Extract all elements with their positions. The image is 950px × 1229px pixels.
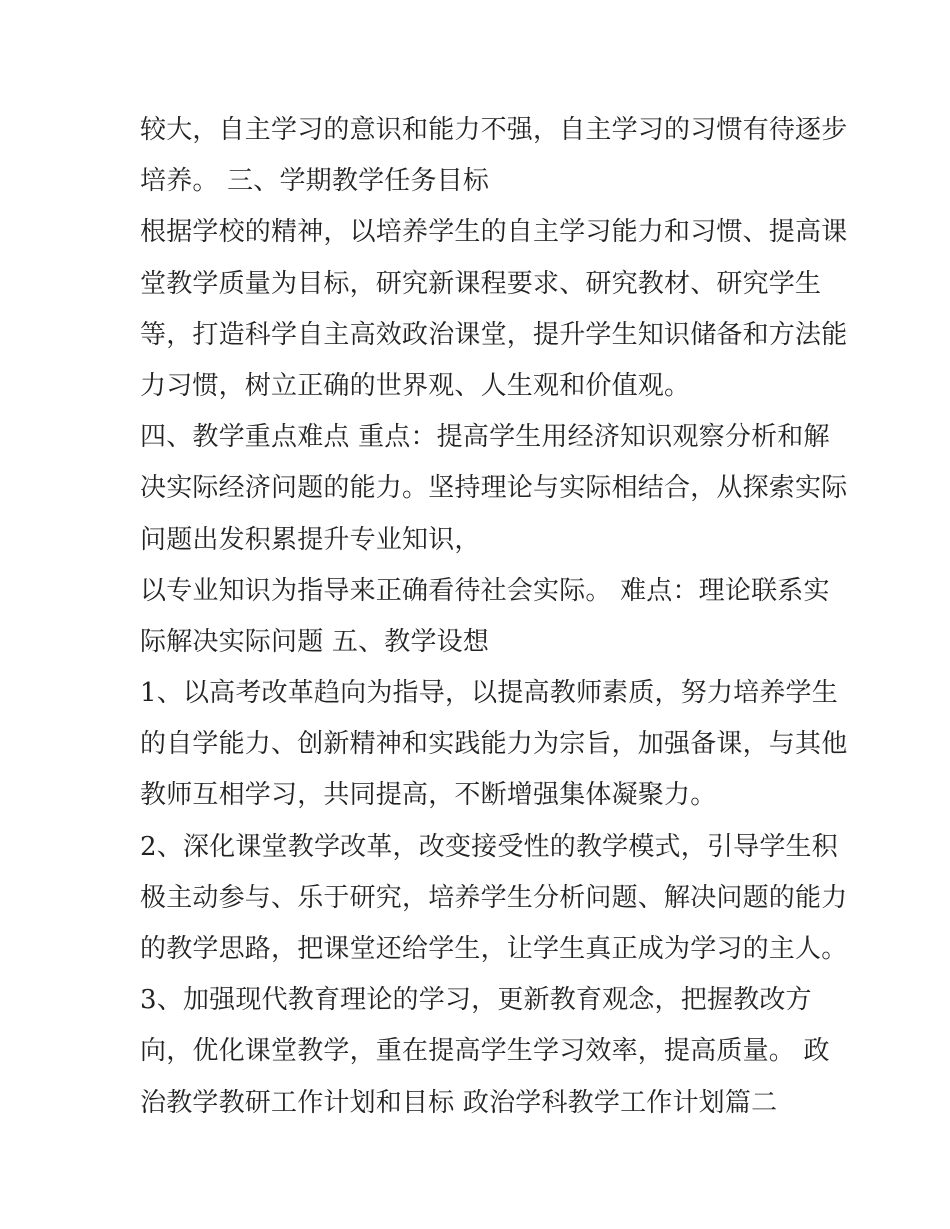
text-line: 际解决实际问题 五、教学设想 (140, 626, 490, 657)
text-line: 极主动参与、乐于研究，培养学生分析问题、解决问题的能力 (140, 882, 848, 913)
document-body-text (140, 105, 848, 1129)
text-line: 向，优化课堂教学，重在提高学生学习效率，提高质量。 政 (140, 1036, 830, 1067)
text-line: 根据学校的精神，以培养学生的自主学习能力和习惯、提高课 (140, 217, 848, 248)
text-line: 1、以高考改革趋向为指导，以提高教师素质，努力培养学生 (140, 678, 838, 709)
text-line: 培养。 三、学期教学任务目标 (140, 166, 490, 197)
text-line: 等，打造科学自主高效政治课堂，提升学生知识储备和方法能 (140, 319, 848, 350)
text-line: 治教学教研工作计划和目标 政治学科教学工作计划篇二 (140, 1087, 778, 1118)
text-line: 力习惯，树立正确的世界观、人生观和价值观。 (140, 370, 691, 401)
text-line: 3、加强现代教育理论的学习，更新教育观念，把握教改方 (140, 985, 812, 1016)
text-line: 以专业知识为指导来正确看待社会实际。 难点：理论联系实 (140, 575, 830, 606)
text-line: 的自学能力、创新精神和实践能力为宗旨，加强备课，与其他 (140, 729, 848, 760)
text-line: 四、教学重点难点 重点：提高学生用经济知识观察分析和解 (140, 422, 830, 453)
text-line: 问题出发积累提升专业知识， (140, 524, 481, 555)
text-line: 决实际经济问题的能力。坚持理论与实际相结合，从探索实际 (140, 473, 848, 504)
text-line: 堂教学质量为目标，研究新课程要求、研究教材、研究学生 (140, 268, 822, 299)
text-line: 较大，自主学习的意识和能力不强，自主学习的习惯有待逐步 (140, 115, 848, 145)
text-line: 2、深化课堂教学改革，改变接受性的教学模式，引导学生积 (140, 831, 838, 862)
text-line: 的教学思路，把课堂还给学生，让学生真正成为学习的主人。 (140, 934, 848, 964)
text-line: 教师互相学习，共同提高，不断增强集体凝聚力。 (140, 780, 717, 811)
